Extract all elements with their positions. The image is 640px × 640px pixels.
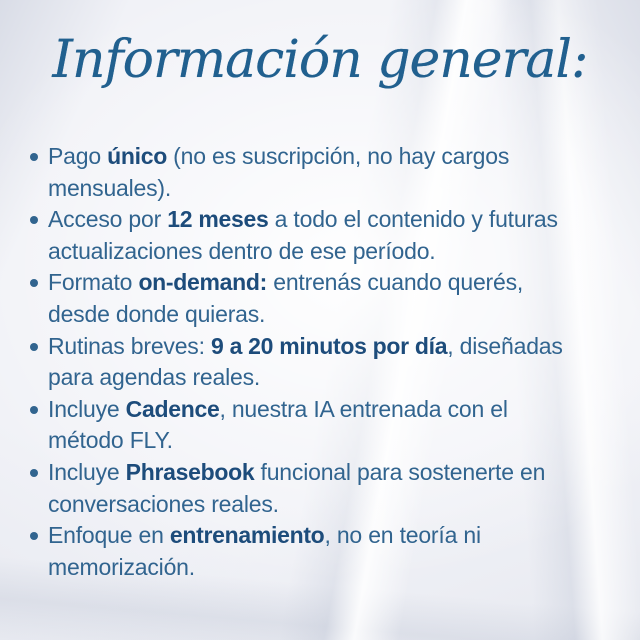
bullet-icon (30, 279, 38, 287)
bullet-icon (30, 343, 38, 351)
list-item-text: Incluye Phrasebook funcional para sostenerte en conversaciones reales. (48, 458, 546, 517)
list-item-text: Pago único (no es suscripción, no hay cargos mensuales). (48, 143, 510, 201)
bullet-icon (30, 406, 38, 414)
list-item (30, 141, 626, 204)
list-item-text: Incluye Cadence, nuestra IA entrenada con el método FLY. (48, 395, 508, 454)
list-item (30, 204, 626, 267)
list-item (30, 331, 626, 394)
list-item (30, 394, 626, 457)
info-list (30, 141, 626, 583)
list-item-text: Acceso por 12 meses a todo el contenido y futuras actualizaciones dentro de ese período. (48, 206, 558, 264)
bullet-icon (30, 469, 38, 477)
list-item (30, 457, 626, 520)
list-item-text: Rutinas breves: 9 a 20 minutos por día, diseñadas para agendas reales. (48, 332, 563, 391)
bullet-icon (30, 153, 38, 161)
list-item (30, 267, 626, 330)
list-item (30, 520, 626, 583)
list-item-text: Enfoque en entrenamiento, no en teoría ni memorización. (48, 522, 481, 580)
bullet-icon (30, 532, 38, 540)
list-item-text: Formato on-demand: entrenás cuando querés, desde donde quieras. (48, 269, 524, 327)
poster-title: Información general: (52, 30, 588, 90)
bullet-icon (30, 216, 38, 224)
